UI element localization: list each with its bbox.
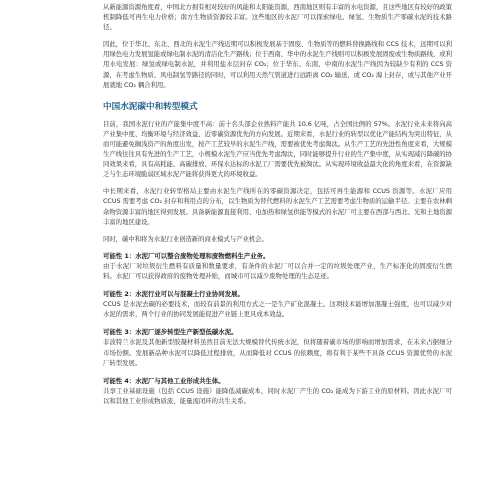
section-heading: 中国水泥碳中和转型模式 — [103, 101, 198, 112]
possibility-label: 可能性 2： — [103, 290, 136, 299]
possibility-block — [103, 327, 452, 367]
possibility-block — [103, 289, 452, 319]
paragraph: 从新能源资源角度看，中国北方拥有相对较好的风能和太阳能资源，西南地区则有丰富的水电资源，且这些地区有较好的政策机制降低可再生电力价格；南方生物质资源较丰富。这些地区的水泥厂可以探索绿电、绿氢、生物质生产零碳水泥的技术路径。 — [103, 3, 452, 32]
paragraph: 同时，碳中和将为水泥行业创造新的商业模式与产业机会。 — [103, 234, 268, 243]
possibility-heading: 水泥厂逐步转型生产新型低碳水泥。 — [135, 328, 238, 337]
possibility-heading: 水泥厂可以整合废物处理和废物燃料生产业务。 — [135, 251, 270, 260]
possibility-title — [103, 251, 452, 261]
possibility-label: 可能性 3： — [103, 328, 136, 337]
possibility-title — [103, 327, 452, 337]
paragraph: 因此，位于华北、东北、西北的水泥生产线近期可以积极发展基于固废、生物质等的燃料替换路线和 CCS 技术，远期可以利用绿色电力发展氢能或绿电制水泥的清洁化生产路线；位于西南、华中的水泥生产线则可以积极发展固废或生物质路线，或利用水电发展：绿氢或绿电制水泥，并利用盐水层封存 CO₂；位于华东、东南、中南的水泥生产线因为较缺少有利的 CCS 资源，在考虑生物质、风电制氢等路径的同时，可以利用天然气管道进行远距离 CO₂ 输送，或 CO₂ 海上封存，或与其他产业开展就地 CO₂ 耦合利用。 — [103, 40, 452, 89]
possibility-body: CCUS 是水泥去碳的必要技术，而较有前景的利用方式之一是生产矿化混凝土。这项技术能增加混凝土强度，也可以减少对水泥的需求，两个行业的协同发展能促进产业链上更具成本效益。 — [103, 300, 452, 319]
possibility-label: 可能性 4： — [103, 376, 136, 385]
possibility-title — [103, 289, 452, 299]
possibility-body: 共享工业基础设施（包括 CCUS 设施）能降低减碳成本，同时水泥厂产生的 CO₂ 能成为下游工业的原材料。因此水泥厂可以和其他工业形成物质流、能量流闭环的共生关系。 — [103, 386, 452, 405]
paragraph: 中长期来看，水泥行业转型格局主要由水泥生产线所在的零碳资源决定，包括可再生能源和 CCUS 资源等。水泥厂应用 CCUS 需要考虑 CO₂ 封存和利用点的分布，以生物质为替代燃料的水泥生产工艺需要考虑生物质的运输半径。主要在农林剩余物资源丰富的地区得到发展。具备新能源直接利用、电加热和绿氢供能等模式的水泥厂可主要在西部与西北、光和土地资源丰富的地区建设。 — [103, 187, 452, 226]
possibility-label: 可能性 1： — [103, 251, 136, 260]
possibility-heading: 水泥厂与其他工业形成共生体。 — [135, 376, 225, 385]
possibility-block — [103, 251, 452, 281]
possibility-body: 非波特兰水泥及其他新型胶凝材料虽然目前无法大规模替代传统水泥，但将随着碳市场的影响而增加需求，在未来占据细分市场份额。发展新品种水泥可以降低过程排放，从而降低对 CCUS 的依赖度，将有利于某些不具备 CCUS 资源优势的水泥厂转型发展。 — [103, 338, 452, 367]
possibility-heading: 水泥行业可以与混凝土行业协同发展。 — [135, 290, 244, 299]
paragraph: 目前，我国水泥行业的产能集中度不高：前十名头部企业熟料产能共 10.6 亿吨，占全国比例的 57%。水泥行业未来将向高产业集中度、均衡环境与经济效益、近零碳资源优先的方向发展。近期来看，水泥行业的转型以优化产能结构为突出特征，从而可能避免搁浅资产的角度出发，按产工艺较早的水泥生产线，需要被优先考虑淘汰。从生产工艺的先进性角度来看，大规模生产线往往具有先进的生产工艺，小规模水泥生产应当优先考虑淘汰，同时能够提升行业的生产集中度，从实现减污降碳的协同效果来看，具有高耗能、高碳排放、环保水达标的水泥工厂需要优先被淘汰。从实现环境收益最大化的角度来看，在资源缺乏与生态环境脆弱区域水泥产能将获得更大的环境收益。 — [103, 119, 452, 179]
possibility-block — [103, 376, 452, 406]
possibility-title — [103, 376, 452, 386]
possibility-body: 由于水泥厂对垃圾衍生燃料有质量和数量要求，有条件的水泥厂可以合并一定的垃圾处理产业，生产标准化的固废衍生燃料。水泥厂可以获得政府的废物处理补贴，而城市可以减少废物处理的生态足迹。 — [103, 261, 452, 280]
